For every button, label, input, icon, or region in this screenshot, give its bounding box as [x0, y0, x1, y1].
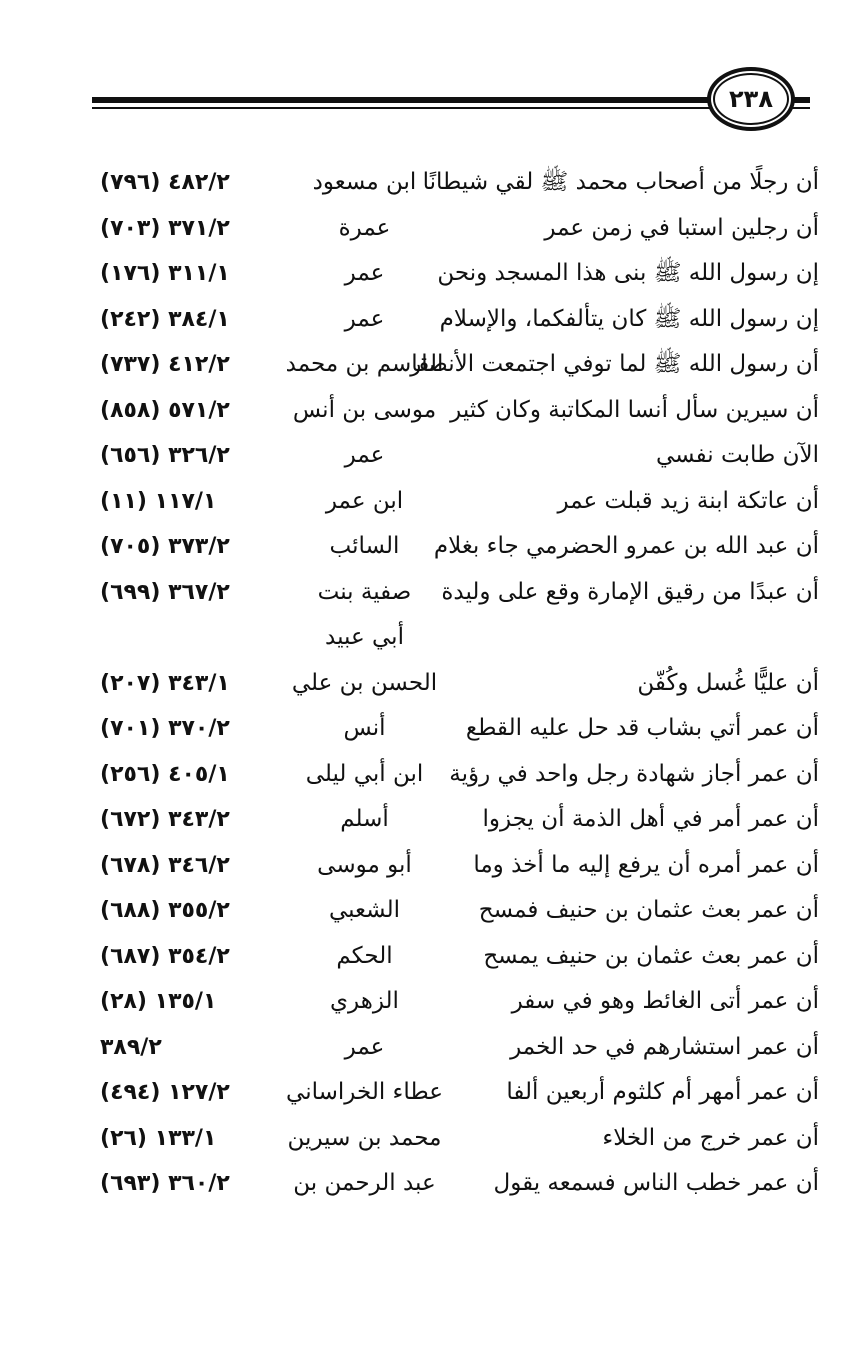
volume-page-reference: ١١٧/١ (١١) [100, 488, 217, 514]
hadith-text: الآن طابت نفسي [655, 442, 819, 468]
narrator-name: ابن أبي ليلى [305, 760, 424, 787]
narrator-cell [277, 706, 452, 751]
hadith-text: أن عمر أتي بشاب قد حل عليه القطع [465, 715, 819, 741]
volume-page-reference: ٤٨٢/٢ (٧٩٦) [100, 170, 230, 195]
hadith-text: أن عليًّا غُسل وكُفّن [637, 669, 819, 696]
index-row [0, 1161, 867, 1207]
narrator-cell [277, 1025, 452, 1070]
index-row [0, 1025, 867, 1071]
narrator-name: عمر [344, 1033, 385, 1060]
header-rule-thick [92, 97, 710, 103]
narrator-cell [277, 479, 452, 524]
narrator-cell [277, 342, 452, 387]
hadith-text: إن رسول الله ﷺ كان يتألفكما، والإسلام [439, 305, 819, 332]
index-row [0, 206, 867, 252]
index-row [0, 888, 867, 934]
volume-page-reference: ٣٤٦/٢ (٦٧٨) [100, 852, 230, 878]
hadith-text: أن عمر أجاز شهادة رجل واحد في رؤية [449, 760, 819, 787]
reference-cell [100, 1025, 285, 1070]
narrator-name: الشعبي [328, 897, 401, 923]
volume-page-reference: ٣٨٤/١ (٢٤٢) [100, 306, 230, 332]
hadith-text: أن عمر أمر في أهل الذمة أن يجزوا [482, 806, 819, 832]
narrator-cell [277, 1116, 452, 1161]
index-row [0, 388, 867, 434]
narrator-name: السائب [329, 533, 400, 559]
reference-cell [100, 251, 285, 296]
volume-page-reference: ٥٧١/٢ (٨٥٨) [100, 397, 230, 423]
hadith-text: أن عبد الله بن عمرو الحضرمي جاء بغلام [433, 533, 819, 559]
reference-cell [100, 1161, 285, 1206]
index-row [0, 752, 867, 798]
volume-page-reference: ٣٢٦/٢ (٦٥٦) [100, 443, 230, 468]
hadith-text: أن رجلًا من أصحاب محمد ﷺ لقي شيطانًا [422, 169, 819, 195]
narrator-cell [277, 934, 452, 979]
index-row [0, 570, 867, 661]
volume-page-reference: ٣٤٣/٢ (٦٧٢) [100, 807, 230, 832]
reference-cell [100, 843, 285, 888]
reference-cell [100, 206, 285, 251]
reference-cell [100, 342, 285, 387]
index-row [0, 661, 867, 707]
reference-cell [100, 297, 285, 342]
volume-page-reference: ١٢٧/٢ (٤٩٤) [100, 1080, 230, 1105]
hadith-text: أن عمر بعث عثمان بن حنيف فمسح [478, 897, 819, 923]
hadith-text: أن عمر أتى الغائط وهو في سفر [511, 988, 819, 1014]
narrator-name: الزهري [330, 988, 399, 1014]
volume-page-reference: ٤٠٥/١ (٢٥٦) [100, 761, 230, 787]
reference-cell [100, 979, 285, 1024]
index-row [0, 479, 867, 525]
narrator-name: القاسم بن محمد [285, 351, 444, 377]
narrator-cell [277, 661, 452, 706]
narrator-name-continued: أبي عبيد [325, 623, 404, 650]
hadith-text: أن رجلين استبا في زمن عمر [544, 214, 819, 241]
hadith-text: أن عمر خرج من الخلاء [602, 1124, 819, 1151]
hadith-text: أن عمر أمهر أم كلثوم أربعين ألفا [506, 1079, 819, 1105]
hadith-text: أن عمر استشارهم في حد الخمر [510, 1033, 819, 1060]
hadith-text: إن رسول الله ﷺ بنى هذا المسجد ونحن [437, 260, 819, 286]
narrator-cell [277, 388, 452, 433]
narrator-name: عمر [344, 305, 385, 332]
index-row [0, 706, 867, 752]
reference-cell [100, 797, 285, 842]
narrator-name: موسى بن أنس [292, 396, 437, 423]
reference-cell [100, 752, 285, 797]
index-row [0, 342, 867, 388]
page-header [0, 60, 867, 140]
reference-cell [100, 433, 285, 478]
volume-page-reference: ٣١١/١ (١٧٦) [100, 261, 230, 286]
narrator-name: أسلم [340, 806, 389, 832]
reference-cell [100, 888, 285, 933]
page-number: ٢٣٨ [713, 73, 789, 125]
narrator-name: أنس [343, 715, 386, 741]
narrator-name: صفية بنت [317, 578, 412, 605]
narrator-cell [277, 524, 452, 569]
hadith-text: أن عبدًا من رقيق الإمارة وقع على وليدة [441, 578, 819, 605]
narrator-name: الحسن بن علي [291, 669, 438, 696]
index-row [0, 1070, 867, 1116]
index-row [0, 1116, 867, 1162]
narrator-cell [277, 297, 452, 342]
volume-page-reference: ٣٦٧/٢ (٦٩٩) [100, 579, 230, 605]
page-number-badge [707, 67, 795, 131]
volume-page-reference: ٣٤٣/١ (٢٠٧) [100, 670, 230, 696]
narrator-name: الحكم [336, 942, 393, 969]
narrator-name: عبد الرحمن بن [293, 1170, 436, 1196]
volume-page-reference: ١٣٣/١ (٢٦) [100, 1125, 217, 1151]
narrator-cell [277, 888, 452, 933]
volume-page-reference: ٣٥٤/٢ (٦٨٧) [100, 943, 230, 969]
reference-cell [100, 388, 285, 433]
narrator-name: ابن عمر [325, 487, 404, 514]
volume-page-reference: ٣٦٠/٢ (٦٩٣) [100, 1171, 230, 1196]
hadith-text: أن عمر خطب الناس فسمعه يقول [493, 1170, 819, 1196]
narrator-cell [277, 206, 452, 251]
reference-cell [100, 479, 285, 524]
index-row [0, 524, 867, 570]
narrator-name: أبو موسى [317, 851, 412, 878]
reference-cell [100, 570, 285, 615]
narrator-cell [277, 979, 452, 1024]
index-row [0, 160, 867, 206]
reference-cell [100, 661, 285, 706]
narrator-cell [277, 570, 452, 660]
header-rule-thin [92, 107, 710, 109]
hadith-text: أن عمر أمره أن يرفع إليه ما أخذ وما [473, 851, 819, 878]
index-entries [0, 160, 867, 1207]
narrator-cell [277, 797, 452, 842]
reference-cell [100, 934, 285, 979]
index-row [0, 979, 867, 1025]
reference-cell [100, 1070, 285, 1115]
narrator-name: عمر [344, 442, 385, 468]
narrator-cell [277, 1161, 452, 1206]
hadith-text: أن رسول الله ﷺ لما توفي اجتمعت الأنصار [410, 351, 819, 377]
volume-page-reference: ١٣٥/١ (٢٨) [100, 989, 217, 1014]
volume-page-reference: ٣٨٩/٢ [100, 1034, 162, 1060]
narrator-cell [277, 1070, 452, 1115]
volume-page-reference: ٤١٢/٢ (٧٣٧) [100, 352, 230, 377]
index-row [0, 934, 867, 980]
index-row [0, 297, 867, 343]
volume-page-reference: ٣٧٠/٢ (٧٠١) [100, 716, 230, 741]
narrator-name: محمد بن سيرين [287, 1124, 442, 1151]
narrator-cell [277, 752, 452, 797]
hadith-text: أن عمر بعث عثمان بن حنيف يمسح [483, 942, 819, 969]
narrator-cell [277, 843, 452, 888]
narrator-name: عمر [344, 260, 385, 286]
index-row [0, 433, 867, 479]
reference-cell [100, 1116, 285, 1161]
narrator-name: عطاء الخراساني [286, 1079, 443, 1105]
reference-cell [100, 706, 285, 751]
hadith-text: أن سيرين سأل أنسا المكاتبة وكان كثير [450, 396, 819, 423]
narrator-cell [277, 251, 452, 296]
volume-page-reference: ٣٥٥/٢ (٦٨٨) [100, 898, 230, 923]
index-row [0, 797, 867, 843]
narrator-cell [277, 160, 452, 205]
reference-cell [100, 524, 285, 569]
index-row [0, 251, 867, 297]
narrator-name: عمرة [338, 214, 391, 241]
index-row [0, 843, 867, 889]
volume-page-reference: ٣٧١/٢ (٧٠٣) [100, 215, 230, 241]
narrator-cell [277, 433, 452, 478]
volume-page-reference: ٣٧٣/٢ (٧٠٥) [100, 534, 230, 559]
hadith-text: أن عاتكة ابنة زيد قبلت عمر [557, 487, 819, 514]
narrator-name: ابن مسعود [312, 169, 417, 195]
reference-cell [100, 160, 285, 205]
